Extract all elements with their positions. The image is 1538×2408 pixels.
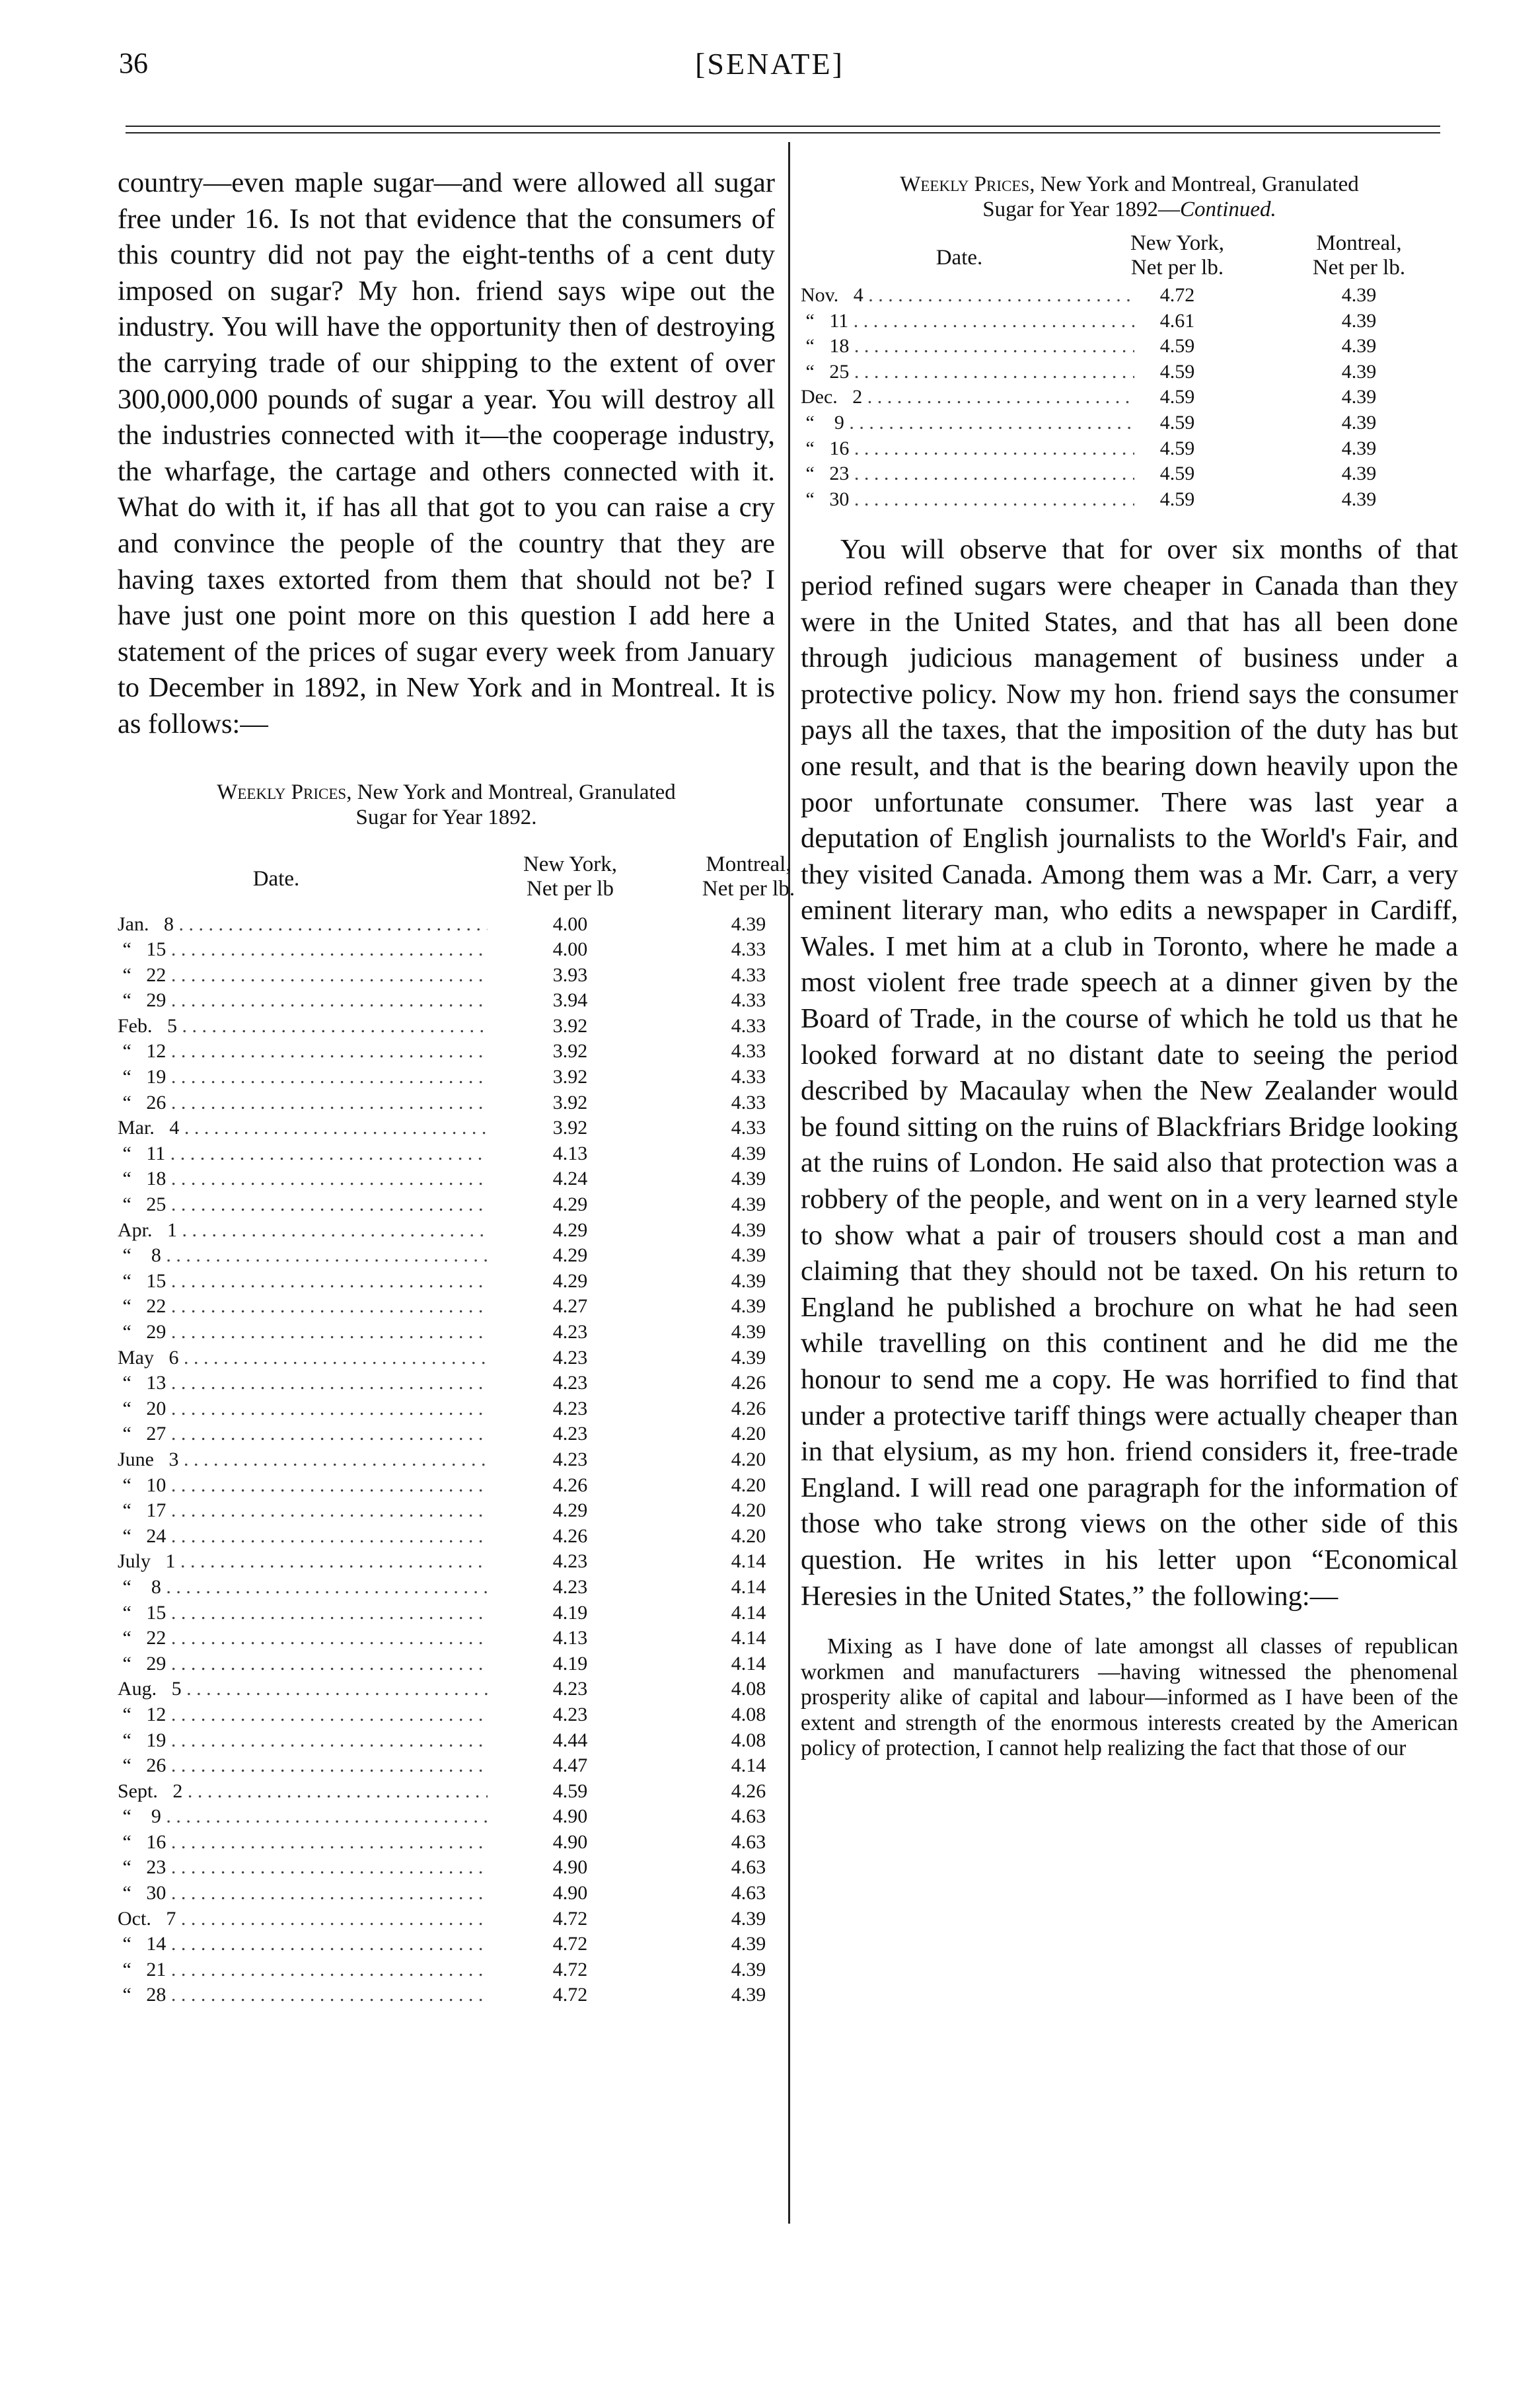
cell-montreal-price: 4.20 xyxy=(731,1448,766,1470)
table-row xyxy=(118,1166,775,1192)
cell-montreal-price: 4.39 xyxy=(731,1933,766,1955)
caption-smallcaps: Weekly Prices, xyxy=(217,780,352,804)
cell-montreal-price: 4.20 xyxy=(731,1423,766,1445)
cell-montreal-price: 4.14 xyxy=(731,1652,766,1674)
cell-date: “ 27 . . . xyxy=(118,1421,488,1447)
column-header-ny-line1: New York, xyxy=(1130,231,1225,255)
table-row xyxy=(118,1779,775,1805)
table-row xyxy=(118,1243,775,1269)
cell-new-york-price: 4.72 xyxy=(552,1907,588,1930)
caption-rest: New York and Montreal, Granulated xyxy=(351,780,676,804)
cell-new-york-price: 4.23 xyxy=(552,1678,588,1700)
column-header-mo-line1: Montreal, xyxy=(706,852,791,876)
cell-montreal-price: 4.39 xyxy=(1341,437,1377,459)
cell-date: “ 19 . . . xyxy=(118,1728,488,1754)
cell-montreal-price: 4.33 xyxy=(731,1117,766,1139)
cell-new-york-price: 4.23 xyxy=(552,1703,588,1725)
cell-montreal-price: 4.33 xyxy=(731,1091,766,1113)
cell-new-york-price: 4.29 xyxy=(552,1244,588,1267)
cell-montreal-price: 4.39 xyxy=(1341,488,1377,510)
column-header-new-york xyxy=(1095,231,1260,280)
cell-date: “ 18 . . . xyxy=(118,1166,488,1192)
cell-new-york-price: 4.13 xyxy=(552,1627,588,1649)
table-row xyxy=(118,1702,775,1728)
cell-date: “ 13 . . . xyxy=(118,1371,488,1396)
table-row xyxy=(118,1830,775,1856)
table-row xyxy=(118,1447,775,1473)
cell-date: “ 15 . . . xyxy=(118,1269,488,1295)
cell-montreal-price: 4.08 xyxy=(731,1703,766,1725)
cell-new-york-price: 4.59 xyxy=(1159,463,1195,485)
cell-date: “ 29 . . . xyxy=(118,988,488,1014)
table-row xyxy=(118,1676,775,1702)
cell-new-york-price: 4.23 xyxy=(552,1372,588,1394)
cell-new-york-price: 4.23 xyxy=(552,1550,588,1573)
cell-date: “ 11 . . . xyxy=(801,309,1134,334)
cell-new-york-price: 3.92 xyxy=(552,1117,588,1139)
cell-new-york-price: 4.23 xyxy=(552,1575,588,1598)
cell-montreal-price: 4.39 xyxy=(1341,335,1377,357)
table-row xyxy=(118,1575,775,1600)
cell-date: “ 20 . . . xyxy=(118,1396,488,1422)
table-row xyxy=(118,1039,775,1065)
cell-new-york-price: 4.27 xyxy=(552,1295,588,1318)
column-header-new-york xyxy=(488,852,653,901)
table-row xyxy=(801,410,1458,436)
right-paragraph: You will observe that for over six months of that period refined sugars were cheaper in Canada than they were in the United States, and that has all been done through judicious management of business under a protective policy. Now my hon. friend says the consumer pays all the taxes, that the imposition of the duty has but one result, and that is the bearing down heavily upon the poor unfortunate consumer. There was last year a deputation of English journalists to the World's Fair, and they visited Canada. Among them was a Mr. Carr, a very eminent literary man, who edits a newspaper in Cardiff, Wales. I met him at a club in Toronto, where he made a most violent free trade speech at a dinner given by the Board of Trade, in the course of which he told us that he looked forward at no distant date to seeing the period described by Macaulay when the New Zealander would be found sitting on the ruins of Blackfriars Bridge looking at the ruins of London. He said also that protection was a robbery of the people, and went on in a very learned style to show what a pair of trousers should cost a man and claiming that they should not be taxed. On his return to England he published a brochure on what he had seen while travelling on this continent and he did me the honour to send me a copy. He was horrified to find that under a protective tariff things were actually cheaper than in that elysium, as my hon. friend considers it, free-trade England. I will read one paragraph for the information of those who take strong views on the other side of this question. He writes in his letter upon “Economical Heresies in the United States,” the following:— xyxy=(801,534,1458,1612)
cell-new-york-price: 4.19 xyxy=(552,1601,588,1624)
left-column xyxy=(118,165,795,2008)
table-row xyxy=(118,1549,775,1575)
cell-montreal-price: 4.26 xyxy=(731,1780,766,1802)
table-row xyxy=(118,1728,775,1754)
cell-montreal-price: 4.33 xyxy=(731,1040,766,1063)
table-row xyxy=(118,1320,775,1345)
cell-new-york-price: 4.29 xyxy=(552,1193,588,1216)
cell-new-york-price: 4.72 xyxy=(552,1984,588,2006)
cell-montreal-price: 4.39 xyxy=(1341,360,1377,383)
cell-montreal-price: 4.39 xyxy=(1341,284,1377,306)
table-row xyxy=(801,334,1458,359)
cell-date: “ 26 . . . xyxy=(118,1090,488,1116)
cell-montreal-price: 4.39 xyxy=(731,1346,766,1369)
table-header xyxy=(118,852,795,912)
cell-montreal-price: 4.39 xyxy=(731,1958,766,1980)
cell-montreal-price: 4.14 xyxy=(731,1550,766,1573)
column-header-ny-line2: Net per lb. xyxy=(1130,256,1224,280)
running-head: [SENATE] xyxy=(695,47,844,81)
cell-montreal-price: 4.20 xyxy=(731,1499,766,1522)
column-header-date: Date. xyxy=(252,866,300,891)
right-column xyxy=(801,165,1458,1762)
cell-montreal-price: 4.33 xyxy=(731,1014,766,1037)
table-row xyxy=(118,1855,775,1881)
cell-new-york-price: 4.61 xyxy=(1159,309,1195,332)
cell-montreal-price: 4.39 xyxy=(731,1295,766,1318)
cell-montreal-price: 4.08 xyxy=(731,1729,766,1751)
cell-new-york-price: 4.72 xyxy=(552,1933,588,1955)
column-header-mo-line2: Net per lb. xyxy=(1312,256,1406,280)
cell-date: Oct. 7 . . . xyxy=(118,1906,488,1932)
table-caption-line2: Sugar for Year 1892. xyxy=(355,805,537,829)
table-row xyxy=(118,1269,775,1295)
cell-date: “ 23 . . . xyxy=(801,461,1134,487)
cell-new-york-price: 4.59 xyxy=(1159,437,1195,459)
cell-montreal-price: 4.26 xyxy=(731,1372,766,1394)
cell-new-york-price: 4.26 xyxy=(552,1524,588,1547)
cell-montreal-price: 4.39 xyxy=(1341,386,1377,408)
table-row xyxy=(118,1473,775,1499)
table-row xyxy=(118,1294,775,1320)
price-table-2 xyxy=(801,172,1458,512)
table-row xyxy=(118,1651,775,1677)
cell-new-york-price: 4.90 xyxy=(552,1856,588,1879)
cell-date: “ 16 . . . xyxy=(801,436,1134,462)
cell-new-york-price: 4.72 xyxy=(1159,284,1195,306)
cell-montreal-price: 4.14 xyxy=(731,1627,766,1649)
cell-date: “ 15 . . . xyxy=(118,937,488,963)
table-row xyxy=(801,309,1458,334)
table-row xyxy=(118,1524,775,1550)
table-caption-line2 xyxy=(801,197,1458,222)
cell-new-york-price: 4.59 xyxy=(1159,411,1195,433)
table-row xyxy=(118,1065,775,1090)
table-row xyxy=(801,487,1458,513)
cell-date: “ 21 . . . xyxy=(118,1957,488,1983)
page-header xyxy=(119,46,1420,99)
table-body xyxy=(118,912,775,2009)
cell-montreal-price: 4.39 xyxy=(731,1168,766,1190)
cell-new-york-price: 4.23 xyxy=(552,1346,588,1369)
cell-new-york-price: 4.26 xyxy=(552,1474,588,1496)
column-header-ny-line2: Net per lb xyxy=(527,876,614,901)
cell-date: “ 8 . . . xyxy=(118,1575,488,1600)
cell-date: June 3 . . . xyxy=(118,1447,488,1473)
cell-montreal-price: 4.39 xyxy=(731,1907,766,1930)
cell-date: “ 9 . . . xyxy=(118,1804,488,1830)
cell-montreal-price: 4.39 xyxy=(731,1142,766,1164)
cell-montreal-price: 4.33 xyxy=(731,963,766,986)
cell-date: Sept. 2 . . . xyxy=(118,1779,488,1805)
cell-new-york-price: 4.29 xyxy=(552,1269,588,1292)
price-table-1 xyxy=(118,780,795,2009)
cell-montreal-price: 4.63 xyxy=(731,1856,766,1879)
table-row xyxy=(118,1753,775,1779)
table-row xyxy=(118,1218,775,1244)
cell-montreal-price: 4.63 xyxy=(731,1805,766,1828)
cell-new-york-price: 4.29 xyxy=(552,1219,588,1241)
table-caption xyxy=(801,172,1458,197)
cell-new-york-price: 4.00 xyxy=(552,938,588,961)
table-row xyxy=(118,1881,775,1906)
table-row xyxy=(118,1421,775,1447)
table-row xyxy=(118,1957,775,1983)
table-row xyxy=(118,937,775,963)
cell-new-york-price: 4.23 xyxy=(552,1423,588,1445)
table-row xyxy=(118,1141,775,1167)
table-row xyxy=(118,1906,775,1932)
cell-date: “ 29 . . . xyxy=(118,1651,488,1677)
cell-date: “ 15 . . . xyxy=(118,1600,488,1626)
column-header-date: Date. xyxy=(935,246,983,270)
cell-new-york-price: 4.13 xyxy=(552,1142,588,1164)
cell-new-york-price: 4.59 xyxy=(1159,360,1195,383)
column-header-mo-line2: Net per lb. xyxy=(702,876,795,901)
table-row xyxy=(801,461,1458,487)
cell-montreal-price: 4.39 xyxy=(731,1321,766,1343)
cell-new-york-price: 4.24 xyxy=(552,1168,588,1190)
table-row xyxy=(801,385,1458,410)
cell-date: “ 14 . . . xyxy=(118,1932,488,1957)
cell-date: “ 25 . . . xyxy=(801,359,1134,385)
caption-line2-plain: Sugar for Year 1892— xyxy=(982,198,1181,221)
cell-date: “ 23 . . . xyxy=(118,1855,488,1881)
cell-new-york-price: 4.59 xyxy=(1159,386,1195,408)
cell-date: “ 22 . . . xyxy=(118,1294,488,1320)
cell-new-york-price: 4.59 xyxy=(1159,488,1195,510)
cell-montreal-price: 4.39 xyxy=(1341,463,1377,485)
cell-montreal-price: 4.33 xyxy=(731,1066,766,1088)
cell-montreal-price: 4.33 xyxy=(731,938,766,961)
cell-date: “ 16 . . . xyxy=(118,1830,488,1856)
table-row xyxy=(118,988,775,1014)
block-quote: Mixing as I have done of late amongst all classes of republican workmen and manufacturers —having witnessed the phenomenal prosperity alike of capital and labour—informed as I have been of the extent and strength of the enormous interests created by the American policy of protection, I cannot help realizing the fact that those of our xyxy=(801,1634,1458,1761)
table-row xyxy=(118,1804,775,1830)
cell-date: Dec. 2 . . . xyxy=(801,385,1134,410)
table-row xyxy=(118,1115,775,1141)
cell-montreal-price: 4.63 xyxy=(731,1882,766,1904)
table-body xyxy=(801,283,1458,512)
cell-new-york-price: 4.19 xyxy=(552,1652,588,1674)
cell-new-york-price: 4.72 xyxy=(552,1958,588,1980)
cell-date: “ 26 . . . xyxy=(118,1753,488,1779)
table-row xyxy=(118,1192,775,1218)
cell-date: Apr. 1 . . . xyxy=(118,1218,488,1244)
left-paragraph: country—even maple sugar—and were allowed all sugar free under 16. Is not that evidence that the consumers of this country did not pay the eight-tenths of a cent duty imposed on sugar? My hon. friend says wipe out the industry. You will have the opportunity then of destroying the carrying trade of our shipping to the extent of over 300,000,000 pounds of sugar a year. You will destroy all the industries connected with it—the cooperage industry, the wharfage, the cartage and others connected with it. What do with it, if has all that got to you can raise a cry and convince the people of the country that they are having taxes extorted from them that should not be? I have just one point more on this question I add here a statement of the prices of sugar every week from January to December in 1892, in New York and in Montreal. It is as follows:— xyxy=(118,167,775,739)
cell-date: “ 11 . . . xyxy=(118,1141,488,1167)
cell-date: “ 29 . . . xyxy=(118,1320,488,1345)
cell-date: “ 22 . . . xyxy=(118,963,488,989)
cell-date: “ 28 . . . xyxy=(118,1982,488,2008)
cell-new-york-price: 3.92 xyxy=(552,1014,588,1037)
cell-new-york-price: 4.44 xyxy=(552,1729,588,1751)
cell-montreal-price: 4.08 xyxy=(731,1678,766,1700)
cell-date: “ 18 . . . xyxy=(801,334,1134,359)
cell-montreal-price: 4.14 xyxy=(731,1601,766,1624)
cell-date: “ 17 . . . xyxy=(118,1498,488,1524)
table-row xyxy=(118,1932,775,1957)
header-rule xyxy=(126,126,1440,127)
cell-date: Feb. 5 . . . xyxy=(118,1014,488,1039)
table-row xyxy=(118,1396,775,1422)
table-row xyxy=(118,1371,775,1396)
cell-montreal-price: 4.39 xyxy=(731,1269,766,1292)
cell-montreal-price: 4.63 xyxy=(731,1830,766,1853)
table-row xyxy=(801,436,1458,462)
cell-date: “ 12 . . . xyxy=(118,1039,488,1065)
table-caption xyxy=(118,780,775,805)
cell-date: “ 12 . . . xyxy=(118,1702,488,1728)
cell-montreal-price: 4.26 xyxy=(731,1397,766,1419)
caption-line2-italic: Continued. xyxy=(1180,198,1276,221)
cell-new-york-price: 4.23 xyxy=(552,1448,588,1470)
table-header xyxy=(801,231,1458,283)
cell-date: “ 30 . . . xyxy=(118,1881,488,1906)
cell-montreal-price: 4.14 xyxy=(731,1754,766,1777)
cell-date: Nov. 4 . . . xyxy=(801,283,1134,309)
cell-new-york-price: 4.47 xyxy=(552,1754,588,1777)
cell-montreal-price: 4.33 xyxy=(731,989,766,1012)
cell-montreal-price: 4.39 xyxy=(731,1219,766,1241)
cell-date: Mar. 4 . . . xyxy=(118,1115,488,1141)
cell-new-york-price: 4.23 xyxy=(552,1397,588,1419)
cell-new-york-price: 4.59 xyxy=(1159,335,1195,357)
cell-new-york-price: 3.93 xyxy=(552,963,588,986)
table-row xyxy=(118,912,775,938)
cell-new-york-price: 4.00 xyxy=(552,913,588,935)
header-rule-double xyxy=(126,132,1440,133)
cell-new-york-price: 4.90 xyxy=(552,1830,588,1853)
cell-montreal-price: 4.39 xyxy=(731,1244,766,1267)
cell-montreal-price: 4.39 xyxy=(731,1193,766,1216)
cell-new-york-price: 3.92 xyxy=(552,1066,588,1088)
cell-new-york-price: 4.90 xyxy=(552,1882,588,1904)
cell-date: “ 10 . . . xyxy=(118,1473,488,1499)
cell-date: “ 8 . . . xyxy=(118,1243,488,1269)
column-header-mo-line1: Montreal, xyxy=(1316,231,1402,255)
cell-new-york-price: 3.94 xyxy=(552,989,588,1012)
table-row xyxy=(118,1600,775,1626)
table-row xyxy=(118,1498,775,1524)
cell-montreal-price: 4.20 xyxy=(731,1474,766,1496)
table-row xyxy=(118,963,775,989)
cell-montreal-price: 4.14 xyxy=(731,1575,766,1598)
cell-montreal-price: 4.39 xyxy=(1341,411,1377,433)
cell-date: Aug. 5 . . . xyxy=(118,1676,488,1702)
table-row xyxy=(118,1014,775,1039)
cell-date: Jan. 8 . . . xyxy=(118,912,488,938)
cell-new-york-price: 4.29 xyxy=(552,1499,588,1522)
cell-montreal-price: 4.39 xyxy=(1341,309,1377,332)
cell-date: May 6 . . . xyxy=(118,1345,488,1371)
page-number: 36 xyxy=(119,47,148,79)
column-header-montreal xyxy=(1276,231,1442,280)
cell-date: “ 19 . . . xyxy=(118,1065,488,1090)
cell-date: “ 22 . . . xyxy=(118,1626,488,1651)
cell-new-york-price: 4.23 xyxy=(552,1321,588,1343)
cell-new-york-price: 4.59 xyxy=(552,1780,588,1802)
table-row xyxy=(801,359,1458,385)
caption-smallcaps: Weekly Prices, xyxy=(900,172,1035,196)
cell-montreal-price: 4.39 xyxy=(731,913,766,935)
cell-montreal-price: 4.20 xyxy=(731,1524,766,1547)
column-header-ny-line1: New York, xyxy=(523,852,618,876)
table-row xyxy=(118,1345,775,1371)
table-row xyxy=(118,1090,775,1116)
table-row xyxy=(801,283,1458,309)
table-row xyxy=(118,1626,775,1651)
cell-date: “ 30 . . . xyxy=(801,487,1134,513)
cell-new-york-price: 3.92 xyxy=(552,1040,588,1063)
cell-date: “ 9 . . . xyxy=(801,410,1134,436)
cell-date: July 1 . . . xyxy=(118,1549,488,1575)
cell-montreal-price: 4.39 xyxy=(731,1984,766,2006)
cell-date: “ 24 . . . xyxy=(118,1524,488,1550)
cell-new-york-price: 4.90 xyxy=(552,1805,588,1828)
cell-new-york-price: 3.92 xyxy=(552,1091,588,1113)
cell-date: “ 25 . . . xyxy=(118,1192,488,1218)
caption-rest: New York and Montreal, Granulated xyxy=(1035,172,1359,196)
table-row xyxy=(118,1982,775,2008)
